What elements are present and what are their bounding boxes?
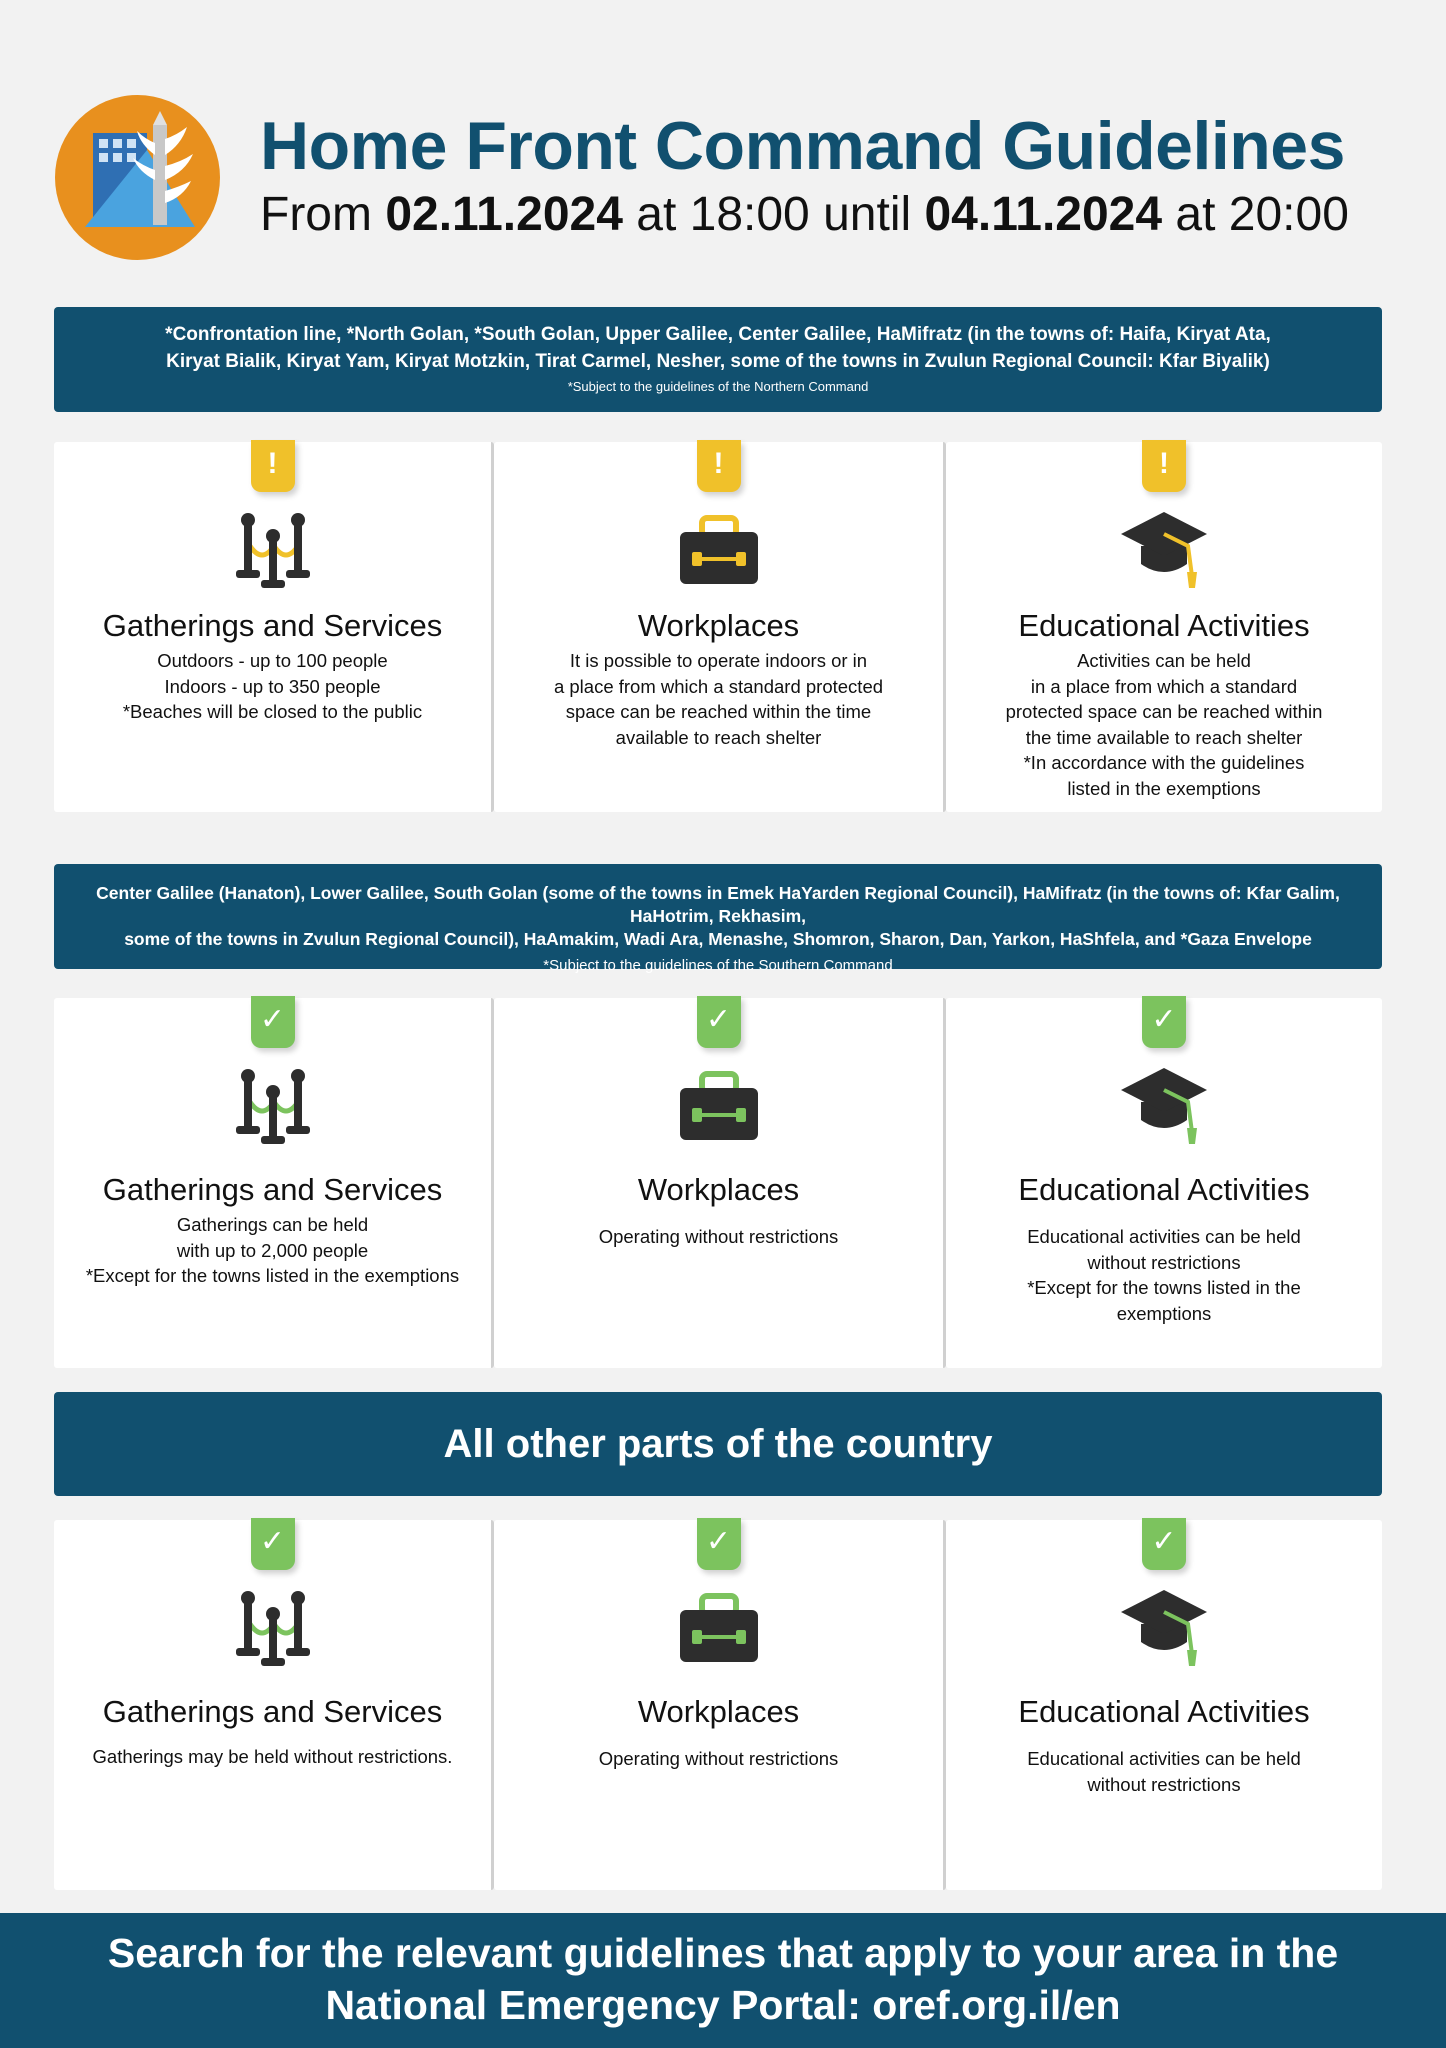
card-text-line: a place from which a standard protected xyxy=(553,675,884,697)
region-banner-north xyxy=(54,307,1382,412)
card-text-line: Operating without restrictions xyxy=(598,1748,839,1769)
card-gatherings xyxy=(54,1520,494,1890)
card-text xyxy=(64,1212,481,1289)
warning-tag: ! xyxy=(251,440,295,492)
briefcase-icon xyxy=(674,1586,764,1670)
card-text-line: Indoors - up to 350 people xyxy=(164,675,381,697)
card-text xyxy=(956,1746,1372,1797)
card-educational xyxy=(946,998,1382,1368)
region-heading: All other parts of the country xyxy=(443,1422,993,1466)
card-title: Educational Activities xyxy=(1018,1694,1310,1729)
stanchion-icon xyxy=(228,508,318,592)
card-text xyxy=(64,648,481,725)
end-date: 04.11.2024 xyxy=(924,188,1163,241)
card-text-line: *Beaches will be closed to the public xyxy=(122,701,423,722)
card-title: Workplaces xyxy=(637,1172,800,1207)
region-note: *Subject to the guidelines of the Northern Command xyxy=(567,379,869,394)
briefcase-icon xyxy=(674,508,764,592)
page-header xyxy=(55,95,1415,265)
card-gatherings xyxy=(54,442,494,812)
end-time-label: at 20:00 xyxy=(1175,188,1349,241)
card-text-line: listed in the exemptions xyxy=(1067,777,1261,799)
region-line: *Confrontation line, *North Golan, *South Golan, Upper Galilee, Center Galilee, HaMifratz (in the towns of: Haifa, Kiryat Ata, xyxy=(165,324,1271,345)
start-date: 02.11.2024 xyxy=(385,188,623,241)
stanchion-icon xyxy=(228,1064,318,1148)
card-text-line: Activities can be held xyxy=(1077,650,1251,671)
graduation-cap-icon xyxy=(1119,1586,1209,1670)
footer-link-line[interactable]: National Emergency Portal: oref.org.il/en xyxy=(325,1982,1121,2028)
card-text xyxy=(956,1224,1372,1326)
card-text-line: available to reach shelter xyxy=(615,726,822,748)
card-text xyxy=(504,1746,933,1772)
card-text-line: in a place from which a standard xyxy=(1030,675,1298,697)
card-text-line: *In accordance with the guidelines xyxy=(1023,752,1305,773)
card-title: Educational Activities xyxy=(1018,1172,1310,1207)
card-title: Workplaces xyxy=(637,1694,800,1729)
warning-tag: ! xyxy=(1142,440,1186,492)
check-tag: ✓ xyxy=(1142,996,1186,1048)
card-title: Gatherings and Services xyxy=(102,1694,443,1729)
card-title: Workplaces xyxy=(637,608,800,643)
region-note: *Subject to the guidelines of the Southern Command xyxy=(543,957,893,974)
check-tag: ✓ xyxy=(697,996,741,1048)
graduation-cap-icon xyxy=(1119,1064,1209,1148)
card-text xyxy=(64,1744,481,1770)
card-row-other xyxy=(54,1520,1382,1890)
card-text-line: Gatherings may be held without restrictions. xyxy=(92,1746,453,1767)
card-text xyxy=(504,1224,933,1250)
card-text-line: Educational activities can be held xyxy=(1027,1748,1301,1769)
region-banner-other xyxy=(54,1392,1382,1496)
card-text-line: *Except for the towns listed in the xyxy=(1027,1277,1301,1298)
card-title: Educational Activities xyxy=(1018,608,1310,643)
portal-footer xyxy=(0,1913,1446,2048)
card-text-line: Outdoors - up to 100 people xyxy=(157,650,388,671)
briefcase-icon xyxy=(674,1064,764,1148)
card-title: Gatherings and Services xyxy=(102,608,443,643)
card-text-line: Operating without restrictions xyxy=(598,1226,839,1247)
card-workplaces xyxy=(494,442,946,812)
page-title: Home Front Command Guidelines xyxy=(260,108,1345,184)
card-text xyxy=(504,648,933,750)
card-text-line: Gatherings can be held xyxy=(176,1214,369,1235)
warning-tag: ! xyxy=(697,440,741,492)
region-line: Center Galilee (Hanaton), Lower Galilee, South Golan (some of the towns in Emek HaYarden Regional Council), HaMifratz (in the towns of: Kfar Galim, HaHotrim, Rekhasim, xyxy=(96,883,1340,926)
card-text-line: It is possible to operate indoors or in xyxy=(569,650,868,671)
date-range xyxy=(260,187,1349,242)
card-gatherings xyxy=(54,998,494,1368)
card-text-line: with up to 2,000 people xyxy=(176,1239,369,1261)
start-time-label: at 18:00 until xyxy=(636,188,912,241)
card-text-line: the time available to reach shelter xyxy=(1025,726,1303,748)
graduation-cap-icon xyxy=(1119,508,1209,592)
card-text-line: without restrictions xyxy=(1087,1251,1241,1273)
card-workplaces xyxy=(494,998,946,1368)
card-text-line: without restrictions xyxy=(1087,1773,1241,1795)
card-title: Gatherings and Services xyxy=(102,1172,443,1207)
card-text-line: protected space can be reached within xyxy=(1005,701,1323,722)
card-text xyxy=(956,648,1372,801)
card-text-line: *Except for the towns listed in the exemptions xyxy=(85,1265,460,1286)
card-row-north xyxy=(54,442,1382,812)
from-label: From xyxy=(260,188,372,241)
card-educational xyxy=(946,442,1382,812)
home-front-command-logo xyxy=(55,95,220,260)
card-text-line: space can be reached within the time xyxy=(565,701,872,722)
region-line: some of the towns in Zvulun Regional Council), HaAmakim, Wadi Ara, Menashe, Shomron, Sharon, Dan, Yarkon, HaShfela, and *Gaza Envelope xyxy=(124,929,1312,949)
card-educational xyxy=(946,1520,1382,1890)
card-text-line: exemptions xyxy=(1116,1302,1212,1324)
region-line: Kiryat Bialik, Kiryat Yam, Kiryat Motzkin, Tirat Carmel, Nesher, some of the towns in Zvulun Regional Council: Kfar Biyalik) xyxy=(166,351,1270,372)
stanchion-icon xyxy=(228,1586,318,1670)
check-tag: ✓ xyxy=(1142,1518,1186,1570)
check-tag: ✓ xyxy=(697,1518,741,1570)
card-text-line: Educational activities can be held xyxy=(1027,1226,1301,1247)
check-tag: ✓ xyxy=(251,996,295,1048)
footer-line: Search for the relevant guidelines that apply to your area in the xyxy=(107,1930,1339,1976)
region-banner-center xyxy=(54,864,1382,974)
check-tag: ✓ xyxy=(251,1518,295,1570)
card-row-center xyxy=(54,998,1382,1368)
card-workplaces xyxy=(494,1520,946,1890)
